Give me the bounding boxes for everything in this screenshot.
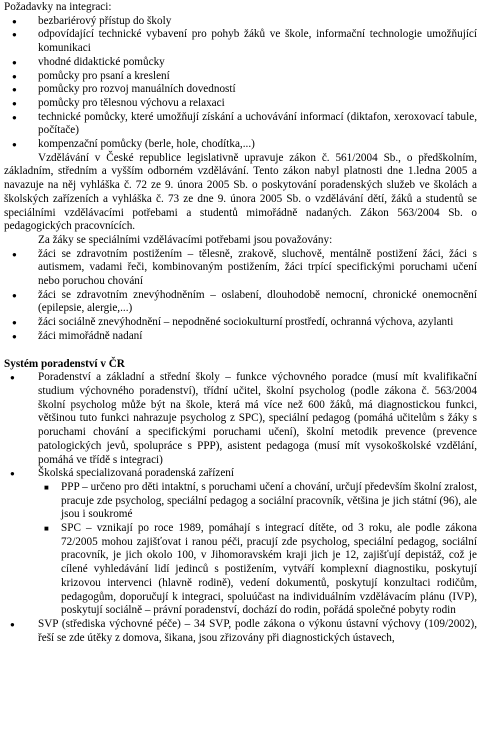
list-item: ● vhodné didaktické pomůcky — [4, 56, 477, 70]
counseling-list — [4, 371, 477, 645]
list-item: ● kompenzační pomůcky (berle, hole, chodítka,...) — [4, 138, 477, 152]
sublist-item: ■ SPC – vznikají po roce 1989, pomáhají s integrací dítěte, od 3 roku, ale podle zákona 72/2005 mohou zajišťovat i ranou péči, pracují zde psycholog, speciální pedagog, sociální pracovník, je jich okolo 100, v Jihomoravském kraji jich je 12, zajišťují depistáž, což je cílené vyhledávání lidí jedinců s postižením, vytváří komplexní diagnostiku, poskytují krizovou intervenci (hlavně rodině), vedení dokumentů, poskytují konzultaci rodičům, pedagogům, doporučují k integraci, spoluúčast na individuálním vzdělávacím plánu (IVP), poskytují sociálně – právní poradenství, dochází do rodin, pořádá společné pobyty rodin — [4, 522, 477, 618]
list-item: ● Poradenství a základní a střední školy – funkce výchovného poradce (musí mít kvalifikační studium výchovného poradenství), třídní učitel, školní psycholog (podle zákona č. 563/2004 školní psycholog může být na škole, která má více než 600 žáků, má diagnostickou funkci, většinou tuto funkci nahrazuje psycholog z SPC), speciální pedagog (pomáhá učitelům s žáky s poruchami chování a specifickými poruchami učení), školní metodik prevence (prevence patologických jevů, spolupráce s PPP), asistent pedagoga (musí mít vysokoškolské vzdělání, pomáhá ve třídě s integraci) — [4, 371, 477, 467]
document-page — [4, 0, 477, 742]
counseling-heading: Systém poradenství v ČR — [4, 357, 125, 370]
list-item: ● technické pomůcky, které umožňují získání a uchovávání informací (diktafon, xeroxovací tabule, počítače) — [4, 111, 477, 138]
list-item — [4, 467, 477, 618]
list-item: ● žáci se zdravotním postižením – tělesně, zrakově, sluchově, mentálně postižení žáci, žáci s autismem, vadami řeči, kombinovaným postižením, žáci trpící specifickými poruchami učení nebo poruchou chování — [4, 248, 477, 289]
sublist-item: ■ PPP – určeno pro děti intaktní, s poruchami učení a chování, určují především školní zralost, pracuje zde psycholog, speciální pedagog a sociální pracovník, většina je jich státní (96), ale jsou i soukromé — [4, 481, 477, 522]
spacer — [4, 344, 477, 358]
list-item: ● bezbariérový přístup do školy — [4, 15, 477, 29]
list-item: ● pomůcky pro rozvoj manuálních dovedností — [4, 83, 477, 97]
list-item: ● žáci mimořádně nadaní — [4, 330, 477, 344]
sublist — [4, 481, 477, 618]
legislation-paragraph: Vzdělávání v České republice legislativně upravuje zákon č. 561/2004 Sb., o předškolním, základním, středním a vyšším odborném vzdělávání. Tento zákon nabyl platnosti dne 1.ledna 2005 a navazuje na něj vyhláška č. 72 ze 9. února 2005 Sb. o poskytování poradenských služeb ve školách a školských zařízeních a vyhláška č. 73 ze dne 9. února 2005 Sb. o vzdělávání dětí, žáků a studentů se speciálními vzdělávacími potřebami a studentů mimořádně nadaných. Zákon 563/2004 Sb. o pedagogických pracovnících. — [4, 151, 477, 233]
list-item: ● žáci se zdravotním znevýhodněním – oslabení, dlouhodobě nemocní, chronické onemocnění (epilepsie, alergie,...) — [4, 289, 477, 316]
list-item: ● žáci sociálně znevýhodnění – nepodněné sociokulturní prostředí, ochranná výchova, azylanti — [4, 316, 477, 330]
list-item: ● pomůcky pro psaní a kreslení — [4, 70, 477, 84]
list-item: ● pomůcky pro tělesnou výchovu a relaxaci — [4, 97, 477, 111]
special-needs-intro: Za žáky se speciálními vzdělávacími potřebami jsou považovány: — [38, 233, 333, 246]
list-item: ● odpovídající technické vybavení pro pohyb žáků ve škole, informační technologie umožňující komunikaci — [4, 28, 477, 55]
list-item: ● SVP (střediska výchovné péče) – 34 SVP, podle zákona o výkonu ústavní výchovy (109/2002), řeší se zde útěky z domova, šikana, jsou zřizovány při diagnostických ústavech, — [4, 618, 477, 645]
integration-requirements-list — [4, 15, 477, 152]
special-needs-categories — [4, 248, 477, 344]
integration-heading: Požadavky na integraci: — [4, 1, 112, 13]
list-item-text: Školská specializovaná poradenská zařízení — [38, 467, 235, 480]
